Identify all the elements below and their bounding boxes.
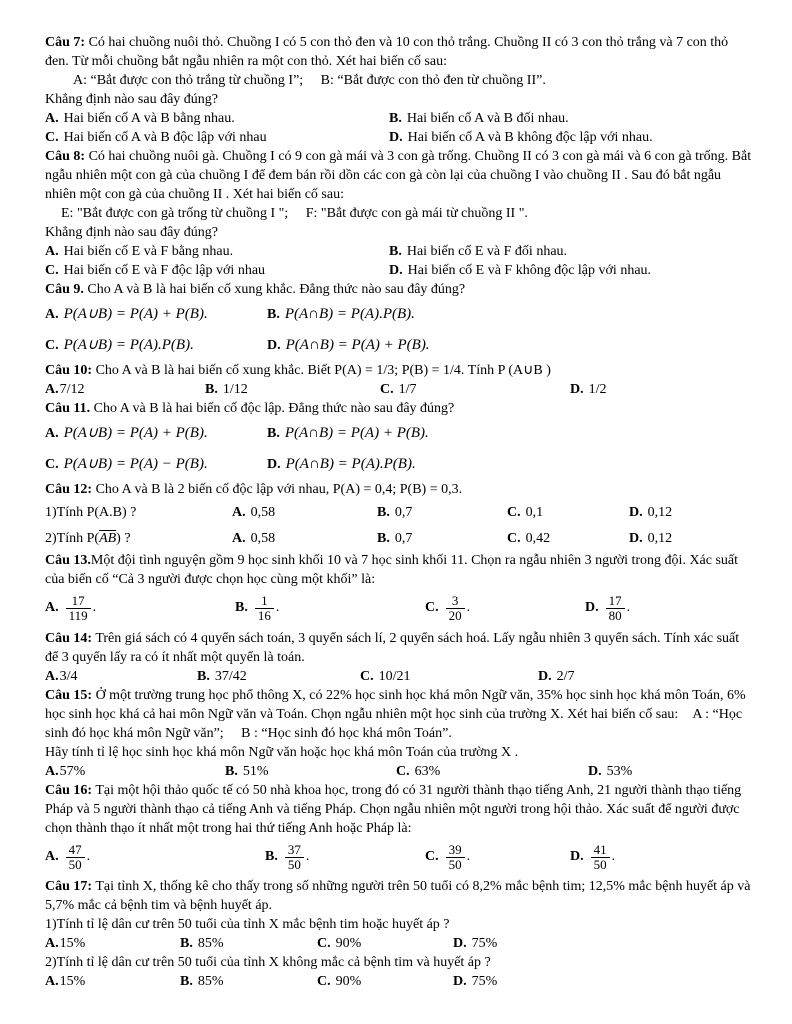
q14-option-d [538, 667, 752, 686]
option-label-a: A. [45, 307, 59, 322]
fraction [66, 594, 91, 624]
option-label-d: D. [267, 338, 281, 353]
option-label-d: D. [629, 505, 643, 520]
option-text: 3/4 [59, 668, 78, 684]
q8-option-b [389, 242, 752, 261]
period: . [305, 848, 310, 864]
option-text: 0,58 [250, 531, 276, 546]
overline-ab: $\overline{AB}$ [99, 531, 117, 546]
option-label-a: A. [232, 531, 246, 546]
q17-options-1 [45, 934, 752, 953]
option-label-a: A. [45, 111, 59, 126]
option-text: 51% [242, 763, 269, 779]
option-label-d: D. [629, 531, 643, 546]
q12-r1-option-a [232, 503, 377, 522]
option-label-c: C. [317, 936, 331, 952]
denominator: 16 [257, 608, 271, 624]
q17-subquestion-2: 2)Tính tỉ lệ dân cư trên 50 tuổi của tỉnh X không mắc cả bệnh tim và huyết áp ? [45, 955, 491, 971]
q13-stem-text: Một đội tình nguyện gồm 9 học sinh khối 10 và 7 học sinh khối 11. Chọn ra ngẫu nhiên 3 người trong đội. Xác suất của biến cố “Cả 3 người được chọn học cùng một khối” là: [45, 553, 739, 587]
option-label-b: B. [225, 763, 238, 779]
q10-option-d [570, 380, 752, 399]
q7-stem [45, 33, 752, 71]
denominator: 50 [593, 856, 607, 872]
formula: P(A∩B) = P(A).P(B). [285, 456, 416, 472]
option-label-c: C. [425, 848, 439, 864]
q9-stem-text: Cho A và B là hai biến cố xung khắc. Đẳng thức nào sau đây đúng? [87, 282, 466, 297]
q13-options [45, 589, 752, 629]
option-text: 1/2 [588, 382, 607, 397]
q17-stem-text: Tại tỉnh X, thống kê cho thấy trong số những người trên 50 tuổi có 8,2% mắc bệnh tim; 12,5% mắc bệnh huyết áp và 5,7% mắc cả bệnh tim và bệnh huyết áp. [45, 879, 751, 914]
formula: P(A∪B) = P(A) + P(B). [63, 425, 208, 441]
option-text: 85% [197, 936, 224, 952]
option-label-c: C. [380, 382, 394, 397]
q7-option-b [389, 109, 752, 128]
q12-r2-option-c [507, 529, 629, 548]
numerator: 1 [255, 594, 274, 609]
q8-stem-text: Có hai chuồng nuôi gà. Chuồng I có 9 con gà mái và 3 con gà trống. Chuồng II có 3 con gà mái và 6 con gà trống. Bắt ngẫu nhiên một con gà của chuồng I để đem bán rồi dồn các con gà còn lại của chuồng I vào chuồng II . Sau đó bắt ngẫu nhiên một con gà của chuồng II . Xét hai biến cố sau: [45, 149, 752, 202]
q7-events: A: “Bắt được con thỏ trắng từ chuồng I”; B: “Bắt được con thỏ đen từ chuồng II”. [73, 73, 546, 88]
option-label-c: C. [45, 263, 59, 278]
option-label-a: A. [45, 974, 59, 990]
option-label-c: C. [425, 600, 439, 616]
q7-stem-text: Có hai chuồng nuôi thỏ. Chuồng I có 5 con thỏ đen và 10 con thỏ trắng. Chuồng II có 3 con thỏ trắng và 7 con thỏ đen. Từ mỗi chuồng bắt ngẫu nhiên ra một con thỏ. Xét hai biến cố sau: [45, 35, 729, 69]
q15-option-c [396, 762, 588, 781]
option-text: Hai biến cố E và F đối nhau. [406, 244, 568, 259]
option-text: Hai biến cố E và F bằng nhau. [63, 244, 234, 259]
q9-option-a [45, 305, 267, 324]
question-7 [45, 33, 752, 147]
option-label-b: B. [265, 848, 278, 864]
q8-option-a [45, 242, 389, 261]
q12-r2-option-d [629, 529, 752, 548]
q13-option-d [585, 594, 752, 624]
option-label-c: C. [396, 763, 410, 779]
q12-number: Câu 12: [45, 482, 93, 497]
option-label-c: C. [45, 130, 59, 145]
q16-stem [45, 781, 752, 838]
q11-option-c [45, 455, 267, 474]
q9-options-ab [45, 299, 752, 330]
option-label-b: B. [267, 426, 280, 441]
option-text: 2/7 [556, 668, 575, 684]
option-label-d: D. [267, 457, 281, 472]
q15-option-d [588, 762, 752, 781]
q11-number: Câu 11. [45, 401, 91, 416]
option-text: Hai biến cố A và B độc lập với nhau [63, 130, 267, 145]
q11-stem [45, 399, 752, 418]
q10-stem-text: Cho A và B là hai biến cố xung khắc. Biết P(A) = 1/3; P(B) = 1/4. Tính P (A∪B ) [95, 363, 551, 378]
option-label-d: D. [389, 130, 403, 145]
fraction [66, 843, 85, 873]
option-label-a: A. [45, 244, 59, 259]
question-15 [45, 686, 752, 781]
option-label-b: B. [389, 244, 402, 259]
option-label-b: B. [377, 531, 390, 546]
q8-option-d [389, 261, 752, 280]
option-text: Hai biến cố A và B đối nhau. [406, 111, 569, 126]
formula: P(A∪B) = P(A).P(B). [63, 337, 194, 353]
question-16 [45, 781, 752, 878]
q14-options [45, 667, 752, 686]
formula: P(A∩B) = P(A) + P(B). [284, 425, 429, 441]
option-text: Hai biến cố A và B không độc lập với nhau. [407, 130, 653, 145]
denominator: 80 [608, 608, 622, 624]
q7-option-a [45, 109, 389, 128]
q16-option-d [570, 843, 752, 873]
q17-r1-option-b [180, 934, 317, 953]
option-label-a: A. [45, 426, 59, 441]
option-label-d: D. [389, 263, 403, 278]
q14-option-a [45, 667, 197, 686]
period: . [92, 600, 97, 616]
q15-number: Câu 15: [45, 687, 93, 703]
q11-option-d [267, 455, 752, 474]
option-label-a: A. [45, 763, 59, 779]
option-text: 53% [606, 763, 633, 779]
q7-options-ab [45, 109, 752, 128]
question-13 [45, 551, 752, 629]
denominator: 50 [68, 856, 82, 872]
q8-options-ab [45, 242, 752, 261]
q11-option-b [267, 424, 752, 443]
period: . [466, 848, 471, 864]
q10-number: Câu 10: [45, 363, 93, 378]
option-text: 0,12 [647, 505, 673, 520]
q12-sub2-pre: 2)Tính P( [45, 531, 100, 546]
option-label-c: C. [360, 668, 374, 684]
option-label-c: C. [507, 505, 521, 520]
q16-stem-text: Tại một hội thảo quốc tế có 50 nhà khoa học, trong đó có 31 người thành thạo tiếng Anh, 21 người thành thạo tiếng Pháp và 5 người thành thạo cả tiếng Anh và tiếng Pháp. Chọn ngẫu nhiên một người trong hội thảo. Xác suất để người được chọn thành thạo ít nhất một trong hai thứ tiếng Anh hoặc Pháp là: [45, 782, 742, 836]
option-label-b: B. [235, 600, 248, 616]
q13-option-c [425, 594, 585, 624]
q17-r2-option-d [453, 972, 752, 991]
q8-options-cd [45, 261, 752, 280]
q12-subquestion-2 [45, 525, 752, 551]
option-text: 75% [471, 974, 498, 990]
question-10 [45, 361, 752, 399]
q14-stem [45, 629, 752, 667]
q8-number: Câu 8: [45, 149, 86, 164]
option-text: 1/7 [398, 382, 417, 397]
q15-options [45, 762, 752, 781]
option-text: 57% [59, 763, 86, 779]
option-label-d: D. [585, 600, 599, 616]
option-label-b: B. [389, 111, 402, 126]
option-text: Hai biến cố A và B bằng nhau. [63, 111, 235, 126]
option-text: 10/21 [378, 668, 411, 684]
q11-options-ab [45, 418, 752, 449]
q7-ask: Khẳng định nào sau đây đúng? [45, 92, 219, 107]
option-label-b: B. [180, 974, 193, 990]
option-label-a: A. [45, 668, 59, 684]
numerator: 3 [446, 594, 465, 609]
q17-stem [45, 877, 752, 915]
option-label-d: D. [570, 848, 584, 864]
q9-option-d [267, 336, 752, 355]
denominator: 50 [448, 856, 462, 872]
q10-option-a [45, 380, 205, 399]
option-label-a: A. [232, 505, 246, 520]
option-label-d: D. [570, 382, 584, 397]
q12-sub2-text [45, 529, 232, 548]
option-label-a: A. [45, 600, 59, 616]
option-text: 0,7 [394, 531, 413, 546]
option-label-b: B. [180, 936, 193, 952]
q12-sub2-post: ) ? [116, 531, 131, 546]
q16-option-a [45, 843, 265, 873]
q10-stem [45, 361, 752, 380]
q13-option-a [45, 594, 235, 624]
option-label-c: C. [45, 338, 59, 353]
q17-r1-option-d [453, 934, 752, 953]
q15-option-a [45, 762, 225, 781]
q15-option-b [225, 762, 396, 781]
option-text: 15% [59, 936, 86, 952]
q9-options-cd [45, 330, 752, 361]
question-14 [45, 629, 752, 686]
option-label-d: D. [453, 974, 467, 990]
formula: P(A∪B) = P(A) + P(B). [63, 306, 208, 322]
q10-option-c [380, 380, 570, 399]
option-text: 0,12 [647, 531, 673, 546]
option-text: 75% [471, 936, 498, 952]
q16-options [45, 838, 752, 878]
formula: P(A∪B) = P(A) − P(B). [63, 456, 208, 472]
question-9 [45, 280, 752, 361]
option-label-a: A. [45, 936, 59, 952]
numerator: 41 [591, 843, 610, 858]
option-text: 90% [335, 974, 362, 990]
option-text: 15% [59, 974, 86, 990]
q11-options-cd [45, 449, 752, 480]
q14-option-b [197, 667, 360, 686]
option-text: Hai biến cố E và F độc lập với nhau [63, 263, 266, 278]
question-11 [45, 399, 752, 480]
q12-r1-option-d [629, 503, 752, 522]
formula: P(A∩B) = P(A).P(B). [284, 306, 415, 322]
numerator: 17 [66, 594, 91, 609]
option-text: 0,1 [525, 505, 544, 520]
q17-r1-option-a [45, 934, 180, 953]
question-12 [45, 480, 752, 551]
q14-number: Câu 14: [45, 630, 93, 646]
period: . [611, 848, 616, 864]
option-label-b: B. [205, 382, 218, 397]
q7-option-c [45, 128, 389, 147]
fraction [285, 843, 304, 873]
q9-stem [45, 280, 752, 299]
option-text: 0,58 [250, 505, 276, 520]
denominator: 119 [68, 608, 88, 624]
option-label-d: D. [453, 936, 467, 952]
q17-options-2 [45, 972, 752, 991]
q17-r2-option-a [45, 972, 180, 991]
q16-option-b [265, 843, 425, 873]
q12-stem-text: Cho A và B là 2 biến cố độc lập với nhau, P(A) = 0,4; P(B) = 0,3. [95, 482, 463, 497]
q16-option-c [425, 843, 570, 873]
option-text: 1/12 [222, 382, 248, 397]
numerator: 17 [606, 594, 625, 609]
option-label-c: C. [317, 974, 331, 990]
denominator: 20 [448, 608, 462, 624]
period: . [466, 600, 471, 616]
q9-option-b [267, 305, 752, 324]
q15-stem [45, 686, 752, 743]
q17-number: Câu 17: [45, 879, 93, 895]
q12-r1-option-b [377, 503, 507, 522]
option-label-d: D. [588, 763, 602, 779]
fraction [255, 594, 274, 624]
period: . [86, 848, 91, 864]
option-text: 7/12 [59, 382, 85, 397]
option-text: Hai biến cố E và F không độc lập với nhau. [407, 263, 652, 278]
q7-options-cd [45, 128, 752, 147]
option-label-c: C. [507, 531, 521, 546]
option-label-d: D. [538, 668, 552, 684]
q11-stem-text: Cho A và B là hai biến cố độc lập. Đẳng thức nào sau đây đúng? [93, 401, 455, 416]
option-text: 0,42 [525, 531, 551, 546]
q8-option-c [45, 261, 389, 280]
fraction [446, 843, 465, 873]
q13-stem [45, 551, 752, 589]
option-label-a: A. [45, 382, 59, 397]
q8-ask: Khẳng định nào sau đây đúng? [45, 225, 219, 240]
fraction [446, 594, 465, 624]
question-8 [45, 147, 752, 280]
q7-number: Câu 7: [45, 35, 86, 50]
q12-stem [45, 480, 752, 499]
q11-option-a [45, 424, 267, 443]
q14-option-c [360, 667, 538, 686]
q10-option-b [205, 380, 380, 399]
period: . [275, 600, 280, 616]
fraction [591, 843, 610, 873]
option-text: 63% [414, 763, 441, 779]
q15-stem-text: Ở một trường trung học phổ thông X, có 22% học sinh học khá môn Ngữ văn, 35% học sinh học khá môn Toán, 6% học sinh học khá cả hai môn Ngữ văn và Toán. Chọn ngẫu nhiên một học sinh của trường X. Xét hai biến cố sau: A : “Học sinh đó học khá môn Ngữ văn”; B : “Học sinh đó học khá môn Toán”. [45, 687, 746, 741]
q12-subquestion-1 [45, 499, 752, 525]
numerator: 37 [285, 843, 304, 858]
q10-options [45, 380, 752, 399]
option-text: 90% [335, 936, 362, 952]
q12-sub1-text: 1)Tính P(A.B) ? [45, 505, 137, 520]
q13-option-b [235, 594, 425, 624]
q9-number: Câu 9. [45, 282, 84, 297]
q12-r2-option-b [377, 529, 507, 548]
question-17 [45, 877, 752, 991]
option-text: 0,7 [394, 505, 413, 520]
period: . [626, 600, 631, 616]
q15-ask: Hãy tính tỉ lệ học sinh học khá môn Ngữ văn hoặc học khá môn Toán của trường X . [45, 744, 519, 760]
numerator: 39 [446, 843, 465, 858]
q9-option-c [45, 336, 267, 355]
q8-events: E: "Bắt được con gà trống từ chuồng I "; F: "Bắt được con gà mái từ chuồng II ". [61, 206, 528, 221]
option-label-c: C. [45, 457, 59, 472]
option-label-b: B. [377, 505, 390, 520]
option-label-a: A. [45, 848, 59, 864]
q13-number: Câu 13. [45, 553, 91, 568]
q12-r2-option-a [232, 529, 377, 548]
option-label-b: B. [197, 668, 210, 684]
q17-subquestion-1: 1)Tính tỉ lệ dân cư trên 50 tuổi của tỉnh X mắc bệnh tim hoặc huyết áp ? [45, 917, 450, 933]
q7-option-d [389, 128, 752, 147]
q12-r1-option-c [507, 503, 629, 522]
option-text: 85% [197, 974, 224, 990]
q16-number: Câu 16: [45, 782, 93, 798]
numerator: 47 [66, 843, 85, 858]
formula: P(A∩B) = P(A) + P(B). [285, 337, 430, 353]
q17-r1-option-c [317, 934, 453, 953]
q17-r2-option-b [180, 972, 317, 991]
fraction [606, 594, 625, 624]
denominator: 50 [287, 856, 301, 872]
q8-stem [45, 147, 752, 204]
option-text: 37/42 [214, 668, 247, 684]
q14-stem-text: Trên giá sách có 4 quyển sách toán, 3 quyển sách lí, 2 quyển sách hoá. Lấy ngẫu nhiên 3 quyển sách. Tính xác suất để 3 quyển lấy ra có ít nhất một quyển là toán. [45, 630, 740, 665]
option-label-b: B. [267, 307, 280, 322]
q17-r2-option-c [317, 972, 453, 991]
